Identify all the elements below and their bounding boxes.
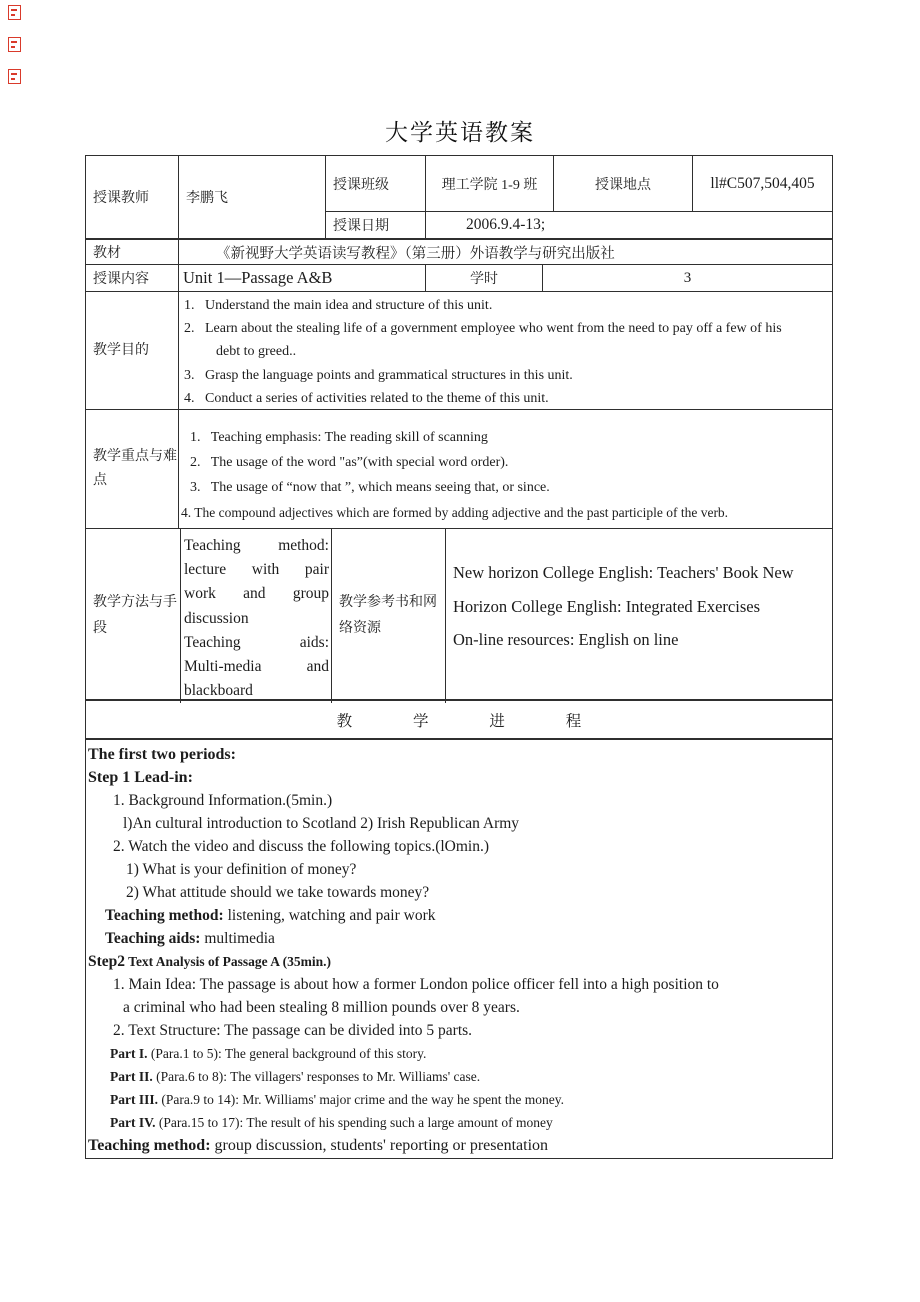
content-line: Teaching aids: multimedia	[105, 930, 275, 947]
content-line: Teaching method: listening, watching and pair work	[105, 907, 436, 924]
objective-item: 2. Learn about the stealing life of a government employee who went from the need to pay off a few of his	[184, 321, 782, 337]
red-annotation-icon	[8, 37, 21, 52]
methods-label: 教学方法与手段	[86, 529, 181, 703]
content-line: 2) What attitude should we take towards money?	[126, 884, 430, 901]
red-annotation-icon	[8, 5, 21, 20]
process-header-row	[86, 699, 832, 738]
methods-line: work and group	[184, 585, 329, 603]
reference-line: Horizon College English: Integrated Exercises	[453, 596, 760, 616]
hours-label: 学时	[426, 265, 543, 291]
process-header: 教 学 进 程	[336, 712, 582, 730]
location-label: 授课地点	[554, 156, 693, 211]
content-line: Step2 Text Analysis of Passage A (35min.)	[88, 953, 331, 970]
methods-line: blackboard	[184, 682, 253, 700]
objective-item: 4. Conduct a series of activities related to the theme of this unit.	[184, 390, 549, 406]
location-value: ll#C507,504,405	[710, 174, 815, 192]
methods-line: Teaching method:	[184, 537, 329, 554]
content-line: 1. Main Idea: The passage is about how a former London police officer fell into a high position to	[113, 976, 719, 993]
key-points-label: 教学重点与难点	[86, 410, 179, 528]
references-label: 教学参考书和网络资源	[332, 529, 446, 703]
header-info-row	[86, 156, 832, 238]
page-title: 大学英语教案	[385, 120, 535, 145]
lesson-plan-table	[85, 155, 833, 1159]
reference-line: New horizon College English: Teachers' Book New	[453, 563, 794, 582]
methods-line: Multi-media and	[184, 658, 329, 676]
content-line: a criminal who had been stealing 8 million pounds over 8 years.	[123, 999, 520, 1016]
content-line: Part III. (Para.9 to 14): Mr. Williams' major crime and the way he spent the money.	[110, 1092, 565, 1107]
key-point-item: 2. The usage of the word "as”(with special word order).	[190, 455, 509, 470]
lesson-content-row	[86, 264, 832, 291]
lesson-content-value: Unit 1—Passage A&B	[179, 265, 426, 291]
objectives-row	[86, 291, 832, 409]
content-line: 2. Watch the video and discuss the following topics.(lOmin.)	[113, 838, 490, 855]
objective-item: 3. Grasp the language points and grammatical structures in this unit.	[184, 367, 573, 383]
hours-value: 3	[683, 269, 692, 286]
objectives-label: 教学目的	[86, 292, 179, 409]
content-line: Part IV. (Para.15 to 17): The result of his spending such a large amount of money	[110, 1115, 553, 1130]
key-points-list	[179, 410, 832, 528]
date-value: 2006.9.4-13;	[426, 211, 832, 238]
content-line: Part I. (Para.1 to 5): The general background of this story.	[110, 1046, 427, 1061]
textbook-row	[86, 238, 832, 264]
objective-item: 1. Understand the main idea and structure of this unit.	[184, 298, 493, 313]
textbook-label: 教材	[86, 240, 179, 264]
content-line: Teaching method: group discussion, students' reporting or presentation	[88, 1137, 549, 1154]
red-annotation-icon	[8, 69, 21, 84]
objectives-list	[179, 292, 832, 409]
content-line: 1) What is your definition of money?	[126, 861, 357, 878]
methods-line: Teaching aids:	[184, 633, 329, 651]
key-point-item: 1. Teaching emphasis: The reading skill of scanning	[190, 430, 488, 445]
teacher-name: 李鹏飞	[179, 156, 326, 238]
content-line: 1. Background Information.(5min.)	[113, 792, 333, 809]
reference-line: On-line resources: English on line	[453, 630, 679, 649]
objective-item: debt to greed..	[216, 344, 297, 360]
methods-line: lecture with pair	[184, 561, 329, 579]
class-label: 授课班级	[326, 156, 426, 211]
date-label: 授课日期	[326, 211, 426, 238]
key-point-item: 4. The compound adjectives which are formed by adding adjective and the past participle of the verb.	[181, 505, 729, 520]
references-text	[446, 529, 832, 703]
key-points-row	[86, 409, 832, 528]
process-content	[86, 738, 832, 1158]
methods-line: discussion	[184, 609, 249, 627]
content-line: Step 1 Lead-in:	[88, 769, 193, 786]
teacher-label: 授课教师	[86, 156, 179, 238]
lesson-content-label: 授课内容	[86, 265, 179, 291]
key-point-item: 3. The usage of “now that ”, which means seeing that, or since.	[190, 480, 550, 495]
methods-row	[86, 528, 832, 699]
methods-text	[181, 529, 332, 703]
content-line: The first two periods:	[88, 746, 236, 763]
content-line: Part II. (Para.6 to 8): The villagers' responses to Mr. Williams' case.	[110, 1069, 481, 1084]
content-line: l)An cultural introduction to Scotland 2) Irish Republican Army	[123, 815, 520, 832]
textbook-value: 《新视野大学英语读写教程》（第三册）外语教学与研究出版社	[216, 245, 615, 262]
content-line: 2. Text Structure: The passage can be divided into 5 parts.	[113, 1022, 473, 1039]
class-value: 理工学院 1-9 班	[426, 156, 554, 211]
